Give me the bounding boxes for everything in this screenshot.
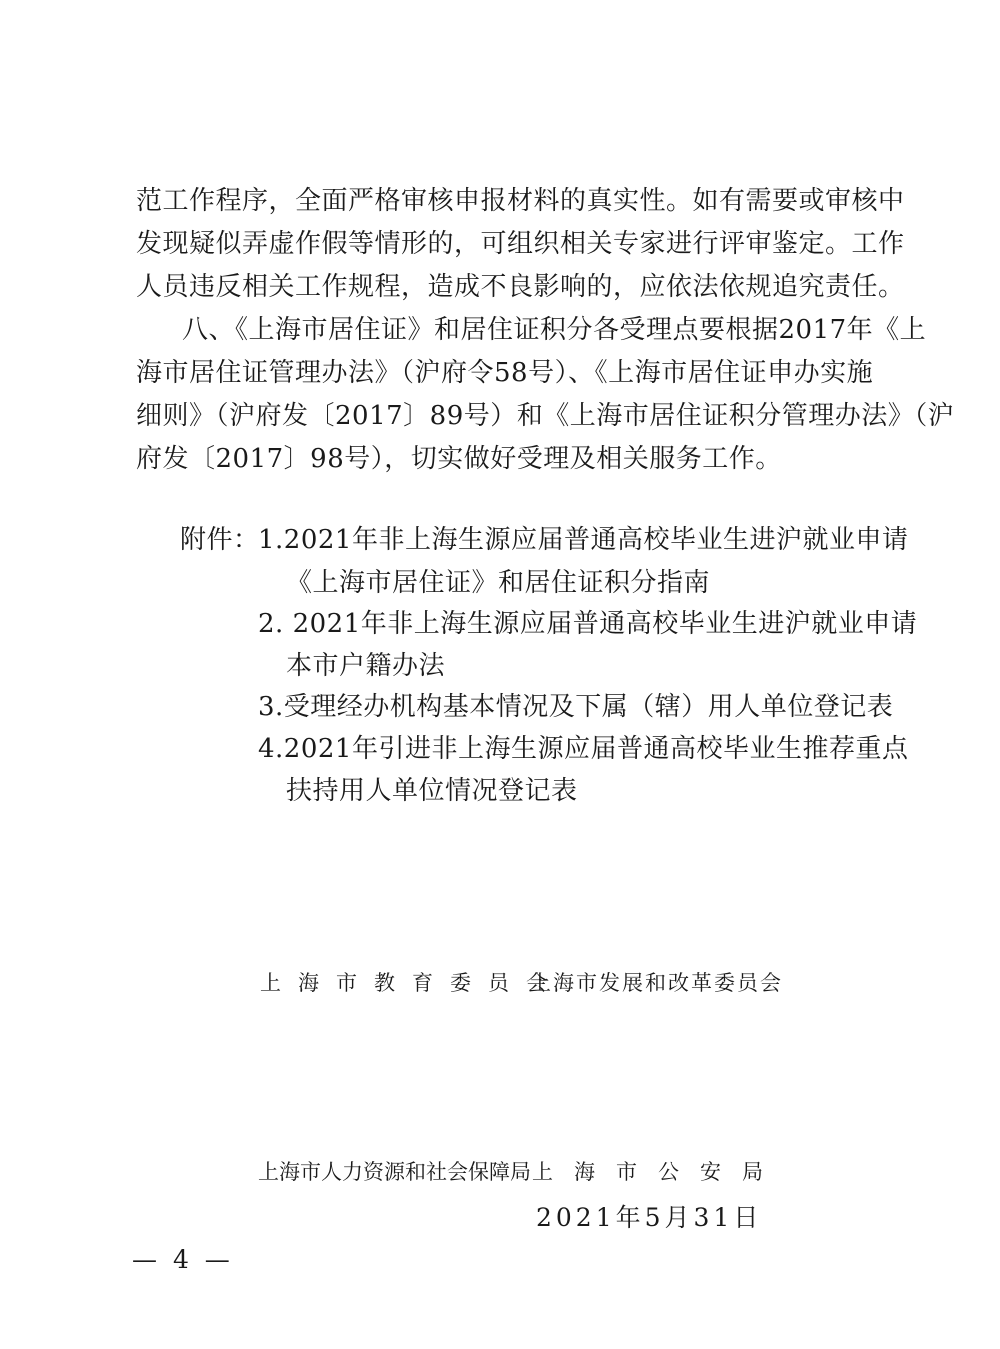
body-text-line: 细则》（沪府发〔2017〕89号）和《上海市居住证积分管理办法》（沪 bbox=[136, 401, 955, 431]
body-text-line: 八、《上海市居住证》和居住证积分各受理点要根据2017年《上 bbox=[182, 315, 927, 345]
body-text-line: 范工作程序，全面严格审核申报材料的真实性。如有需要或审核中 bbox=[136, 186, 905, 216]
signature-org: 上海市发展和改革委员会 bbox=[530, 971, 783, 995]
body-text-line: 人员违反相关工作规程，造成不良影响的，应依法依规追究责任。 bbox=[136, 272, 905, 302]
body-text-line: 府发〔2017〕98号），切实做好受理及相关服务工作。 bbox=[136, 444, 782, 474]
attachment-item: 3.受理经办机构基本情况及下属（辖）用人单位登记表 bbox=[258, 692, 894, 722]
attachment-item-cont: 扶持用人单位情况登记表 bbox=[286, 776, 578, 806]
attachment-item-cont: 本市户籍办法 bbox=[286, 651, 446, 681]
attachment-item-cont: 《上海市居住证》和居住证积分指南 bbox=[286, 568, 711, 598]
attachment-item: 1.2021年非上海生源应届普通高校毕业生进沪就业申请 bbox=[258, 525, 909, 555]
signature-org: 上海市公安局 bbox=[532, 1160, 784, 1184]
document-date: 2021年5月31日 bbox=[536, 1203, 763, 1232]
body-text-line: 发现疑似弄虚作假等情形的，可组织相关专家进行评审鉴定。工作 bbox=[136, 229, 905, 259]
attachment-item: 4.2021年引进非上海生源应届普通高校毕业生推荐重点 bbox=[258, 734, 909, 764]
attachment-label: 附件： bbox=[180, 525, 260, 555]
signature-org: 上海市人力资源和社会保障局 bbox=[258, 1160, 531, 1184]
body-text-line: 海市居住证管理办法》（沪府令58号）、《上海市居住证申办实施 bbox=[136, 358, 874, 388]
attachment-item: 2. 2021年非上海生源应届普通高校毕业生进沪就业申请 bbox=[258, 609, 918, 639]
page-number: — 4 — bbox=[132, 1245, 234, 1274]
signature-org: 上海市教育委员会 bbox=[260, 971, 564, 995]
